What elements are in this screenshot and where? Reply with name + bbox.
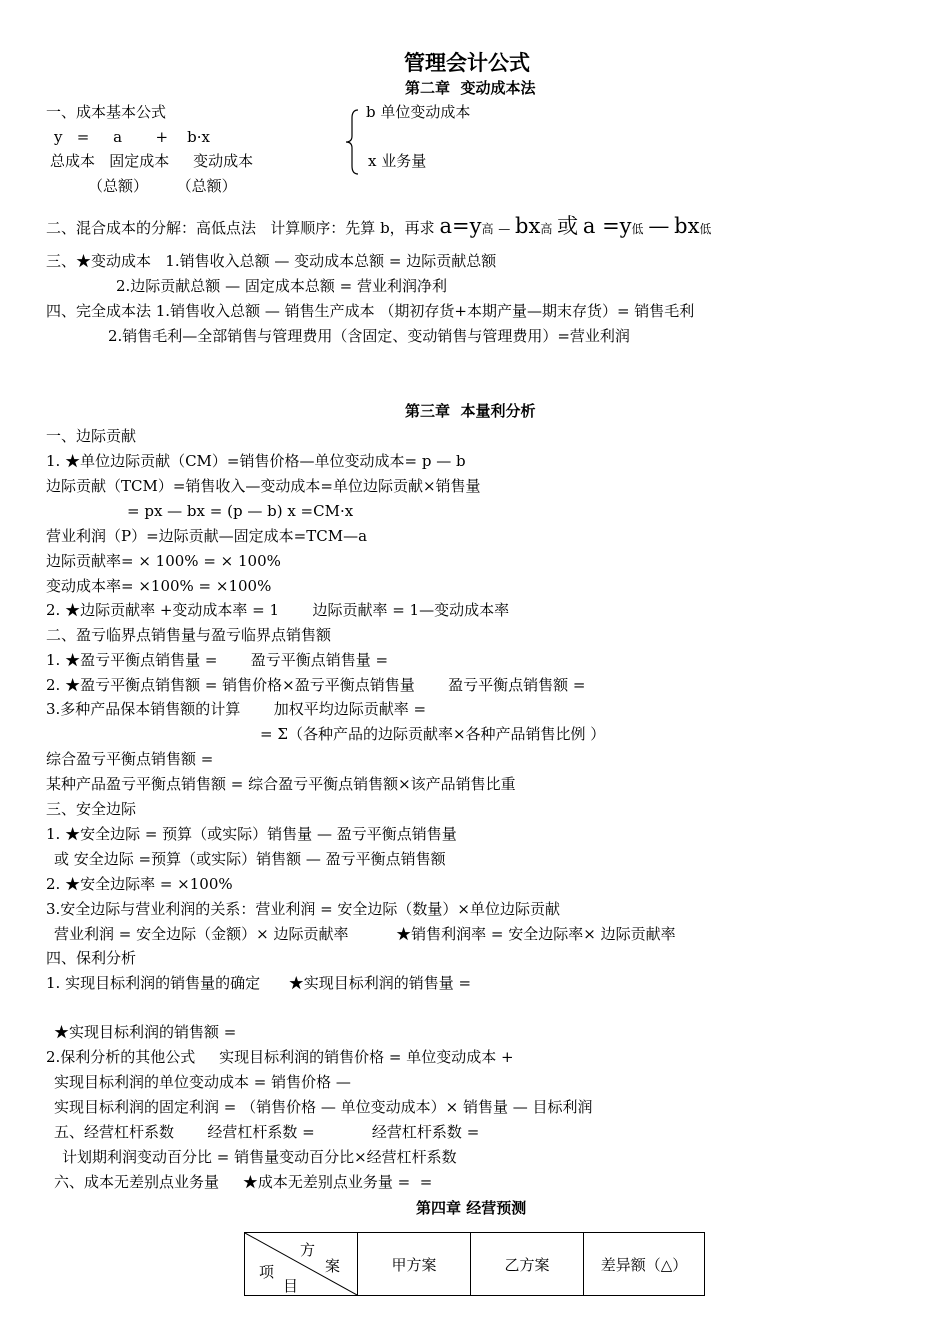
ch3-line: ★实现目标利润的销售额 = — [54, 1023, 237, 1041]
mixed-cost-low-1: 低 — [631, 222, 644, 236]
brace-label-b: b 单位变动成本 — [366, 103, 471, 121]
chapter2-heading: 第二章 变动成本法 — [405, 79, 536, 97]
cost-formula-totals: （总额） （总额） — [88, 177, 237, 195]
mixed-cost-a1: a=y — [439, 214, 482, 238]
absorption-cost-line-1: 四、完全成本法 1.销售收入总额 — 销售生产成本 （期初存货+本期产量—期末存货）= 销售毛利 — [46, 302, 695, 320]
variable-cost-line-2: 2.边际贡献总额 — 固定成本总额 = 营业利润净利 — [116, 277, 447, 295]
mixed-cost-dash-1: — — [498, 222, 511, 236]
ch3-line: 3.安全边际与营业利润的关系：营业利润 = 安全边际（数量）×单位边际贡献 — [46, 900, 560, 918]
mixed-cost-prefix: 二、混合成本的分解：高低点法 计算顺序：先算 b，再求 — [46, 219, 440, 237]
document-title: 管理会计公式 — [404, 50, 530, 75]
ch3-line: = px — bx = (p — b) x =CM·x — [127, 502, 354, 520]
ch3-line: 二、盈亏临界点销售量与盈亏临界点销售额 — [46, 626, 332, 644]
ch3-line: 或 安全边际 =预算（或实际）销售额 — 盈亏平衡点销售额 — [54, 850, 446, 868]
section-mixed-cost — [46, 214, 711, 241]
header-cell-difference: 差异额（△） — [584, 1233, 705, 1296]
mixed-cost-dash-2: — — [648, 214, 670, 238]
mixed-cost-bx-2: bx — [674, 214, 700, 238]
absorption-cost-line-2: 2.销售毛利—全部销售与管理费用（含固定、变动销售与管理费用）=营业利润 — [108, 327, 630, 345]
ch3-line: 1. 实现目标利润的销售量的确定 ★实现目标利润的销售量 = — [46, 974, 472, 992]
ch3-line: 营业利润 = 安全边际（金额）× 边际贡献率 ★销售利润率 = 安全边际率× 边际贡献率 — [54, 925, 676, 943]
ch3-line: 2. ★安全边际率 = ×100% — [46, 875, 233, 893]
ch3-line: 2. ★盈亏平衡点销售额 = 销售价格×盈亏平衡点销售量 盈亏平衡点销售额 = — [46, 676, 586, 694]
ch3-line: 六、成本无差别点业务量 ★成本无差别点业务量 = = — [54, 1173, 433, 1191]
ch3-line: 实现目标利润的固定利润 = （销售价格 — 单位变动成本）× 销售量 — 目标利润 — [54, 1098, 593, 1116]
cost-formula: y = a + b·x — [54, 128, 210, 146]
ch3-line: 3.多种产品保本销售额的计算 加权平均边际贡献率 = — [46, 700, 427, 718]
ch3-line: 一、边际贡献 — [46, 427, 137, 445]
corner-header-cell — [245, 1233, 358, 1296]
ch3-line: 三、安全边际 — [46, 800, 137, 818]
ch3-line: 边际贡献率= × 100% = × 100% — [46, 552, 281, 570]
variable-cost-line-1: 三、★变动成本 1.销售收入总额 — 变动成本总额 = 边际贡献总额 — [46, 252, 497, 270]
cost-formula-labels: 总成本 固定成本 变动成本 — [50, 152, 254, 170]
chapter4-heading: 第四章 经营预测 — [416, 1199, 527, 1217]
ch3-line: 2.保利分析的其他公式 实现目标利润的销售价格 = 单位变动成本 + — [46, 1048, 514, 1066]
ch3-line: 1. ★安全边际 = 预算（或实际）销售量 — 盈亏平衡点销售量 — [46, 825, 457, 843]
mixed-cost-bx-1: bx — [515, 214, 541, 238]
mixed-cost-or: 或 — [557, 214, 579, 238]
chapter3-heading: 第三章 本量利分析 — [405, 402, 536, 420]
ch3-line: 1. ★单位边际贡献（CM）=销售价格—单位变动成本= p — b — [46, 452, 466, 470]
curly-brace — [344, 108, 362, 176]
mixed-cost-a2: a =y — [582, 214, 632, 238]
header-cell-plan-b: 乙方案 — [471, 1233, 584, 1296]
ch3-line: 某种产品盈亏平衡点销售额 = 综合盈亏平衡点销售额×该产品销售比重 — [46, 775, 516, 793]
header-cell-plan-a: 甲方案 — [358, 1233, 471, 1296]
corner-label-left: 项 — [259, 1263, 275, 1281]
corner-label-top: 方 — [300, 1241, 316, 1259]
ch3-line: 2. ★边际贡献率 +变动成本率 = 1 边际贡献率 = 1—变动成本率 — [46, 601, 510, 619]
ch3-line: 计划期利润变动百分比 = 销售量变动百分比×经营杠杆系数 — [62, 1148, 457, 1166]
ch3-line: 四、保利分析 — [46, 949, 137, 967]
corner-label-right: 案 — [325, 1257, 341, 1275]
ch3-line: 变动成本率= ×100% = ×100% — [46, 577, 272, 595]
ch3-line: 综合盈亏平衡点销售额 = — [46, 750, 214, 768]
ch3-line: 营业利润（P）=边际贡献—固定成本=TCM—a — [46, 527, 368, 545]
ch3-line: = Σ（各种产品的边际贡献率×各种产品销售比例 ） — [260, 725, 606, 743]
ch3-line: 实现目标利润的单位变动成本 = 销售价格 — — [54, 1073, 351, 1091]
section-cost-formula: 一、成本基本公式 — [46, 103, 167, 121]
ch3-line: 五、经营杠杆系数 经营杠杆系数 = 经营杠杆系数 = — [54, 1123, 480, 1141]
table-row — [245, 1233, 705, 1296]
ch3-line: 边际贡献（TCM）=销售收入—变动成本=单位边际贡献×销售量 — [46, 477, 481, 495]
mixed-cost-high-2: 高 — [540, 222, 553, 236]
brace-label-x: x 业务量 — [368, 152, 427, 170]
mixed-cost-high-1: 高 — [481, 222, 494, 236]
corner-label-bottom: 目 — [283, 1277, 299, 1295]
ch3-line: 1. ★盈亏平衡点销售量 = 盈亏平衡点销售量 = — [46, 651, 389, 669]
mixed-cost-low-2: 低 — [699, 222, 712, 236]
forecast-table — [244, 1232, 705, 1296]
